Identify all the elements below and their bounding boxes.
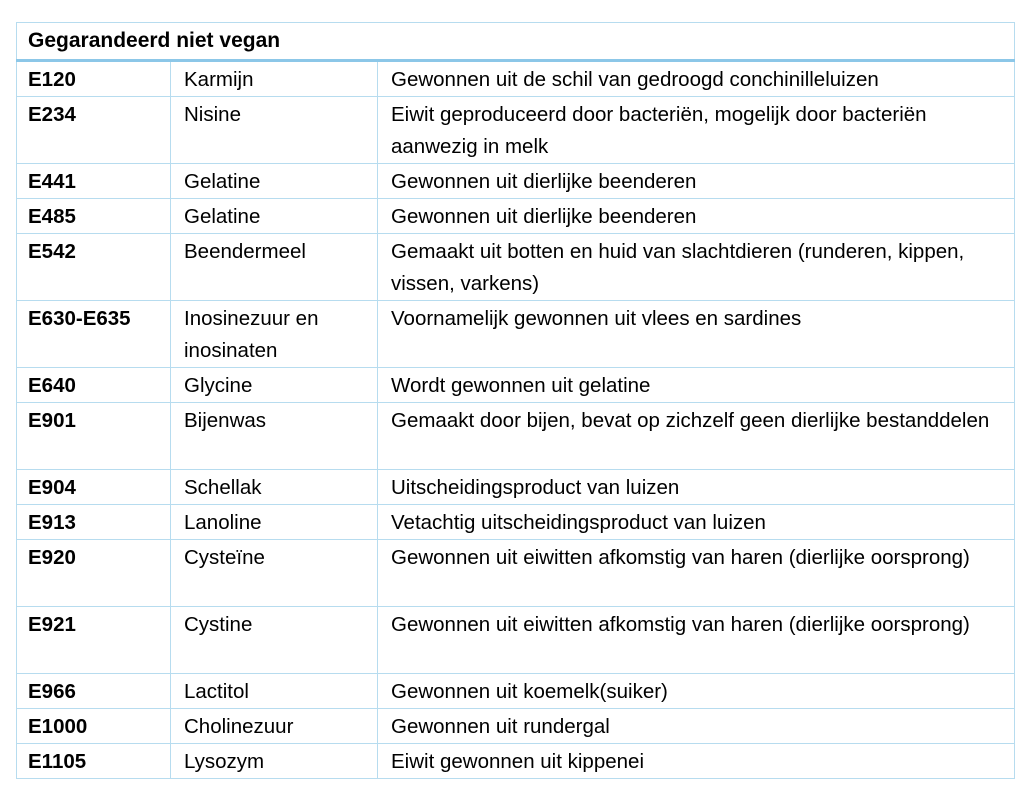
table-row — [17, 61, 1015, 97]
table-title: Gegarandeerd niet vegan — [17, 23, 1015, 61]
e-number-cell: E485 — [17, 199, 171, 234]
additive-name-cell: Bijenwas — [171, 403, 378, 470]
description-cell: Gewonnen uit dierlijke beenderen — [378, 164, 1015, 199]
description-cell: Eiwit geproduceerd door bacteriën, mogelijk door bacteriën aanwezig in melk — [378, 97, 1015, 164]
table-row — [17, 234, 1015, 301]
e-number-cell: E921 — [17, 607, 171, 674]
table-row — [17, 199, 1015, 234]
e-number-cell: E920 — [17, 540, 171, 607]
additive-name-cell: Karmijn — [171, 61, 378, 97]
e-number-cell: E913 — [17, 505, 171, 540]
table-row — [17, 301, 1015, 368]
e-number-cell: E640 — [17, 368, 171, 403]
e-number-cell: E1105 — [17, 744, 171, 779]
additives-table — [16, 22, 1015, 779]
table-row — [17, 674, 1015, 709]
additive-name-cell: Cholinezuur — [171, 709, 378, 744]
description-cell: Gewonnen uit dierlijke beenderen — [378, 199, 1015, 234]
table-row — [17, 540, 1015, 607]
additive-name-cell: Cysteïne — [171, 540, 378, 607]
table-row — [17, 744, 1015, 779]
additive-name-cell: Lactitol — [171, 674, 378, 709]
e-number-cell: E901 — [17, 403, 171, 470]
description-cell: Vetachtig uitscheidingsproduct van luizen — [378, 505, 1015, 540]
description-cell: Gewonnen uit eiwitten afkomstig van haren (dierlijke oorsprong) — [378, 540, 1015, 607]
table-row — [17, 403, 1015, 470]
additive-name-cell: Nisine — [171, 97, 378, 164]
description-cell: Gewonnen uit koemelk(suiker) — [378, 674, 1015, 709]
description-cell: Gewonnen uit eiwitten afkomstig van haren (dierlijke oorsprong) — [378, 607, 1015, 674]
table-row — [17, 164, 1015, 199]
additive-name-cell: Glycine — [171, 368, 378, 403]
table-row — [17, 97, 1015, 164]
table-row — [17, 470, 1015, 505]
description-cell: Gewonnen uit rundergal — [378, 709, 1015, 744]
additive-name-cell: Lysozym — [171, 744, 378, 779]
additive-name-cell: Schellak — [171, 470, 378, 505]
table-container — [16, 22, 1014, 779]
description-cell: Uitscheidingsproduct van luizen — [378, 470, 1015, 505]
description-cell: Wordt gewonnen uit gelatine — [378, 368, 1015, 403]
e-number-cell: E904 — [17, 470, 171, 505]
description-cell: Gewonnen uit de schil van gedroogd conchinilleluizen — [378, 61, 1015, 97]
additive-name-cell: Cystine — [171, 607, 378, 674]
e-number-cell: E966 — [17, 674, 171, 709]
additive-name-cell: Gelatine — [171, 199, 378, 234]
table-row — [17, 505, 1015, 540]
additive-name-cell: Gelatine — [171, 164, 378, 199]
description-cell: Eiwit gewonnen uit kippenei — [378, 744, 1015, 779]
description-cell: Gemaakt door bijen, bevat op zichzelf geen dierlijke bestanddelen — [378, 403, 1015, 470]
e-number-cell: E441 — [17, 164, 171, 199]
e-number-cell: E542 — [17, 234, 171, 301]
e-number-cell: E234 — [17, 97, 171, 164]
additive-name-cell: Beendermeel — [171, 234, 378, 301]
table-row — [17, 607, 1015, 674]
table-header-row — [17, 23, 1015, 61]
e-number-cell: E120 — [17, 61, 171, 97]
e-number-cell: E1000 — [17, 709, 171, 744]
description-cell: Voornamelijk gewonnen uit vlees en sardines — [378, 301, 1015, 368]
e-number-cell: E630-E635 — [17, 301, 171, 368]
table-row — [17, 709, 1015, 744]
additive-name-cell: Inosinezuur en inosinaten — [171, 301, 378, 368]
description-cell: Gemaakt uit botten en huid van slachtdieren (runderen, kippen, vissen, varkens) — [378, 234, 1015, 301]
additive-name-cell: Lanoline — [171, 505, 378, 540]
table-row — [17, 368, 1015, 403]
